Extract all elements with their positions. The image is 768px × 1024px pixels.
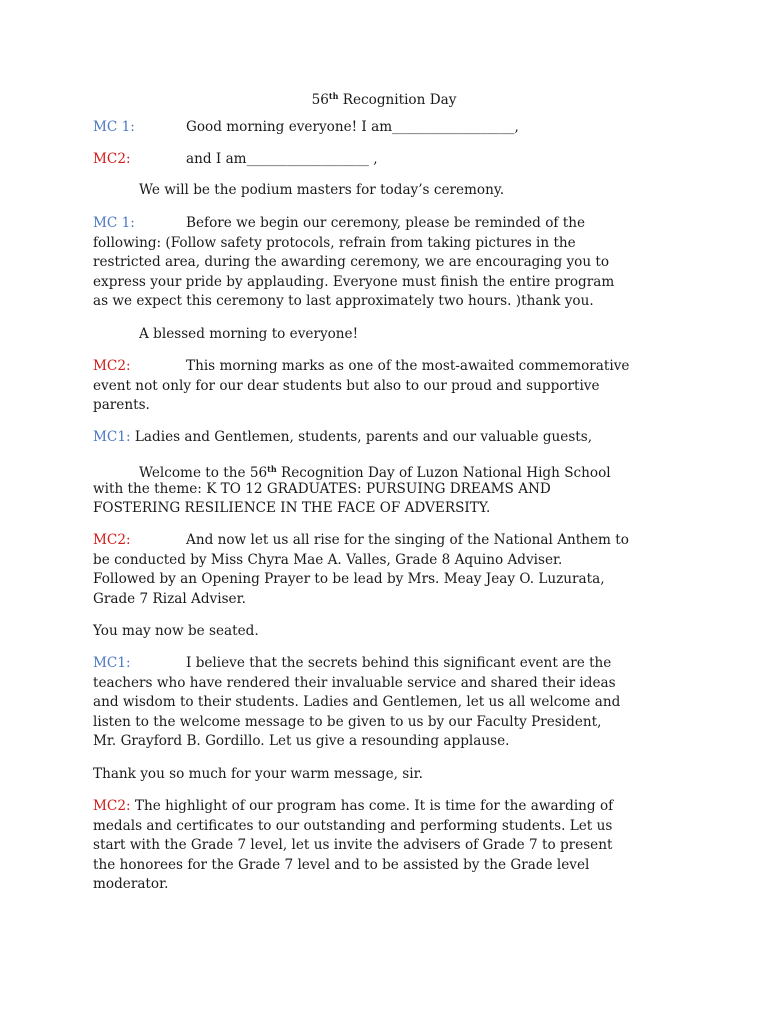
- paragraph-line: and wisdom to their students. Ladies and Gentlemen, let us all welcome and: [93, 694, 621, 711]
- paragraph-line: Grade 7 Rizal Adviser.: [93, 590, 246, 607]
- speaker-label-mc2: MC2:: [93, 798, 131, 814]
- paragraph-text: We will be the podium masters for today’s ceremony.: [139, 182, 505, 198]
- paragraph-text: Thank you so much for your warm message, sir.: [93, 766, 423, 782]
- paragraph-mc2-this-morning: [93, 357, 693, 416]
- title-ordinal: th: [328, 91, 339, 101]
- paragraph-mc1-greeting: [93, 118, 693, 138]
- paragraph-line: be conducted by Miss Chyra Mae A. Valles, Grade 8 Aquino Adviser.: [93, 551, 563, 568]
- paragraph-line: Mr. Grayford B. Gordillo. Let us give a resounding applause.: [93, 733, 510, 750]
- paragraph-text: Recognition Day of Luzon National High School: [276, 465, 611, 481]
- paragraph-line: moderator.: [93, 876, 169, 893]
- paragraph-text: Good morning everyone! I am__________________,: [186, 119, 519, 135]
- speaker-label-mc2: MC2:: [93, 358, 131, 374]
- paragraph-text: and I am__________________ ,: [186, 151, 378, 167]
- paragraph-mc1-teachers: [93, 654, 693, 752]
- speaker-label-mc2: MC2:: [93, 151, 131, 167]
- paragraph-mc2-anthem: [93, 531, 693, 609]
- paragraph-line: restricted area, during the awarding ceremony, we are encouraging you to: [93, 254, 610, 271]
- paragraph-line: parents.: [93, 397, 150, 414]
- paragraph-text: Ladies and Gentlemen, students, parents and our valuable guests,: [134, 429, 593, 445]
- paragraph-seated: [93, 622, 693, 642]
- paragraph-text: Welcome to the 56: [139, 465, 268, 481]
- speaker-label-mc1: MC 1:: [93, 215, 135, 231]
- paragraph-line: And now let us all rise for the singing of the National Anthem to: [186, 532, 629, 548]
- paragraph-text: A blessed morning to everyone!: [139, 326, 359, 342]
- paragraph-line: This morning marks as one of the most-awaited commemorative: [186, 358, 630, 374]
- paragraph-line: start with the Grade 7 level, let us invite the advisers of Grade 7 to present: [93, 837, 613, 854]
- paragraph-line: as we expect this ceremony to last approximately two hours. )thank you.: [93, 293, 594, 310]
- paragraph-podium-masters: [93, 181, 693, 201]
- paragraph-line: Before we begin our ceremony, please be reminded of the: [186, 215, 586, 231]
- paragraph-mc1-ladies: [93, 428, 693, 448]
- paragraph-line: The highlight of our program has come. It is time for the awarding of: [134, 798, 614, 814]
- title-text: Recognition Day: [338, 92, 457, 108]
- paragraph-thank-you: [93, 765, 693, 785]
- paragraph-text: You may now be seated.: [93, 623, 259, 639]
- speaker-label-mc2: MC2:: [93, 532, 131, 548]
- page-title: [0, 86, 768, 110]
- speaker-label-mc1: MC 1:: [93, 119, 135, 135]
- paragraph-mc1-reminders: [93, 214, 693, 312]
- paragraph-line: FOSTERING RESILIENCE IN THE FACE OF ADVERSITY.: [93, 500, 491, 517]
- paragraph-line: the honorees for the Grade 7 level and to be assisted by the Grade level: [93, 856, 590, 873]
- paragraph-line: I believe that the secrets behind this significant event are the: [186, 655, 612, 671]
- paragraph-line: express your pride by applauding. Everyone must finish the entire program: [93, 273, 615, 290]
- paragraph-mc2-intro: [93, 150, 693, 170]
- paragraph-line: listen to the welcome message to be given to us by our Faculty President,: [93, 713, 602, 730]
- paragraph-line: Followed by an Opening Prayer to be lead by Mrs. Meay Jeay O. Luzurata,: [93, 571, 605, 588]
- paragraph-line: teachers who have rendered their invaluable service and shared their ideas: [93, 674, 616, 691]
- paragraph-welcome-theme: [93, 460, 693, 519]
- paragraph-mc2-awarding: [93, 797, 693, 895]
- title-number: 56: [311, 92, 329, 108]
- ordinal-suffix: th: [267, 464, 277, 474]
- paragraph-line: following: (Follow safety protocols, refrain from taking pictures in the: [93, 234, 576, 251]
- paragraph-line: with the theme: K TO 12 GRADUATES: PURSUING DREAMS AND: [93, 480, 551, 497]
- paragraph-line: event not only for our dear students but also to our proud and supportive: [93, 377, 600, 394]
- paragraph-blessed-morning: [93, 325, 693, 345]
- speaker-label-mc1: MC1:: [93, 655, 131, 671]
- speaker-label-mc1: MC1:: [93, 429, 131, 445]
- paragraph-line: medals and certificates to our outstanding and performing students. Let us: [93, 817, 613, 834]
